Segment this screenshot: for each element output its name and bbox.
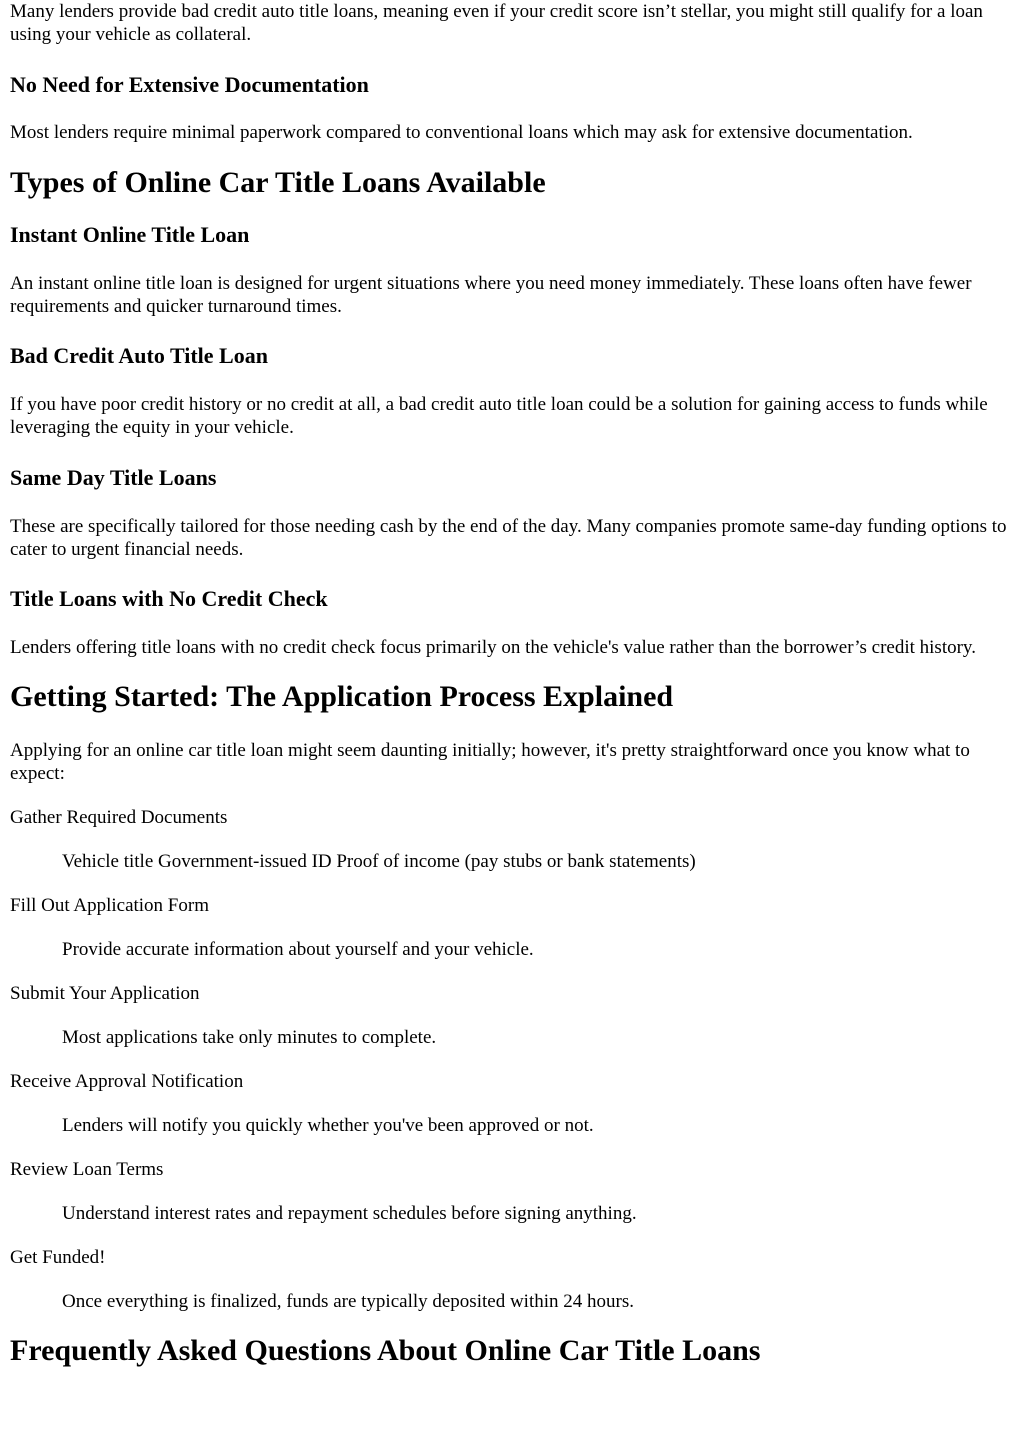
- step-term: Gather Required Documents: [10, 807, 228, 828]
- step-detail: Once everything is finalized, funds are typically deposited within 24 hours.: [62, 1291, 634, 1312]
- process-heading: Getting Started: The Application Process Explained: [10, 680, 674, 713]
- same-day-loan-heading: Same Day Title Loans: [10, 465, 217, 490]
- same-day-loan-paragraph: These are specifically tailored for those needing cash by the end of the day. Many companies promote same-day funding options to cater to urgent financial needs.: [10, 516, 1007, 560]
- documentation-paragraph: Most lenders require minimal paperwork compared to conventional loans which may ask for extensive documentation.: [10, 122, 913, 143]
- instant-loan-heading: Instant Online Title Loan: [10, 222, 250, 247]
- no-credit-check-heading: Title Loans with No Credit Check: [10, 586, 328, 611]
- process-paragraph: Applying for an online car title loan might seem daunting initially; however, it's pretty straightforward once you know what to expect:: [10, 740, 970, 784]
- step-detail: Most applications take only minutes to complete.: [62, 1027, 437, 1048]
- no-credit-check-paragraph: Lenders offering title loans with no credit check focus primarily on the vehicle's value rather than the borrower’s credit history.: [10, 637, 976, 658]
- step-term: Receive Approval Notification: [10, 1071, 244, 1092]
- step-term: Get Funded!: [10, 1247, 106, 1268]
- faq-heading: Frequently Asked Questions About Online Car Title Loans: [10, 1334, 761, 1367]
- instant-loan-paragraph: An instant online title loan is designed for urgent situations where you need money immediately. These loans often have fewer requirements and quicker turnaround times.: [10, 273, 972, 317]
- step-detail: Provide accurate information about yourself and your vehicle.: [62, 939, 534, 960]
- documentation-heading: No Need for Extensive Documentation: [10, 72, 369, 97]
- intro-paragraph: Many lenders provide bad credit auto title loans, meaning even if your credit score isn’t stellar, you might still qualify for a loan using your vehicle as collateral.: [10, 1, 983, 45]
- step-detail: Understand interest rates and repayment schedules before signing anything.: [62, 1203, 637, 1224]
- step-term: Review Loan Terms: [10, 1159, 164, 1180]
- types-heading: Types of Online Car Title Loans Available: [10, 166, 546, 199]
- bad-credit-loan-paragraph: If you have poor credit history or no credit at all, a bad credit auto title loan could be a solution for gaining access to funds while leveraging the equity in your vehicle.: [10, 394, 988, 438]
- process-steps: [10, 806, 1014, 1313]
- step-term: Fill Out Application Form: [10, 895, 209, 916]
- step-detail: Lenders will notify you quickly whether you've been approved or not.: [62, 1115, 594, 1136]
- step-term: Submit Your Application: [10, 983, 200, 1004]
- bad-credit-loan-heading: Bad Credit Auto Title Loan: [10, 343, 268, 368]
- step-detail: Vehicle title Government-issued ID Proof of income (pay stubs or bank statements): [62, 851, 696, 872]
